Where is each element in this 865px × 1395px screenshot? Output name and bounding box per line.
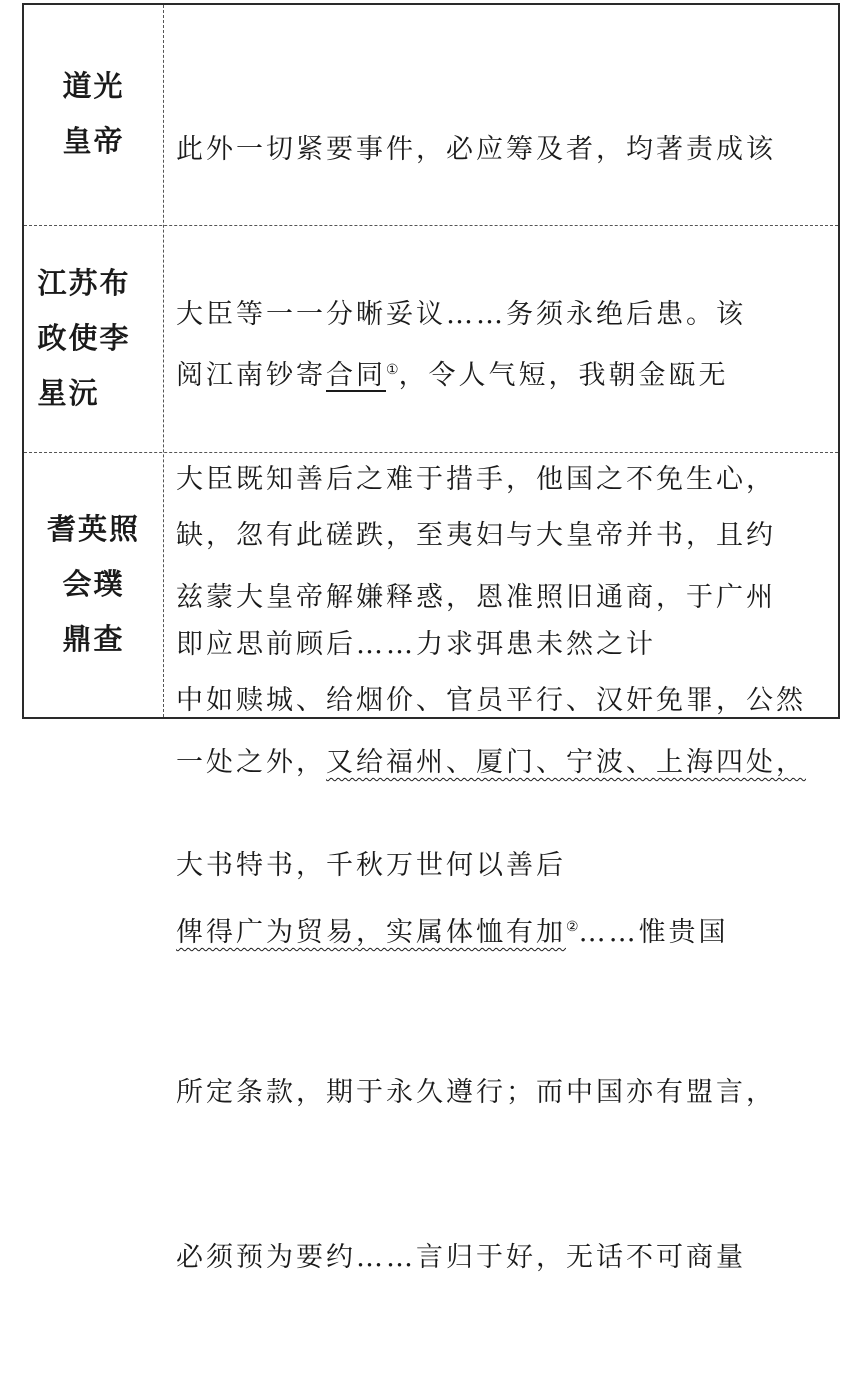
underlined-term: 合同 xyxy=(326,360,386,391)
speaker-name-line: 鼎查 xyxy=(62,621,125,656)
speaker-name xyxy=(59,60,129,170)
speaker-name-line: 江苏布 xyxy=(37,265,131,300)
quote-line: 即应思前顾后……力求弭患未然之计 xyxy=(176,629,656,660)
speaker-name-line: 皇帝 xyxy=(62,124,125,158)
quote-line: 大书特书，千秋万世何以善后 xyxy=(176,850,566,881)
speaker-name-line: 星沅 xyxy=(37,375,100,410)
quote-line: 兹蒙大皇帝解嫌释惑，恩准照旧通商，于广州 xyxy=(176,582,776,613)
speaker-name xyxy=(44,503,144,668)
quote-line: 大臣既知善后之难于措手，他国之不免生心， xyxy=(176,464,776,495)
speaker-name-line: 耆英照 xyxy=(46,511,140,546)
quote-line xyxy=(176,343,832,398)
speaker-cell xyxy=(24,453,163,717)
quote-line: 中如赎城、给烟价、官员平行、汉奸免罪，公然 xyxy=(176,685,806,716)
speaker-name-line: 会璞 xyxy=(62,566,125,601)
speaker-name-line: 政使李 xyxy=(37,320,131,355)
quote-line: 缺，忽有此磋跌，至夷妇与大皇帝并书，且约 xyxy=(176,520,776,551)
quote-text: 阅江南钞寄 xyxy=(176,360,326,391)
quote-text: ……惟贵国 xyxy=(578,917,729,948)
document-table xyxy=(22,3,840,1273)
speaker-name-line: 道光 xyxy=(62,69,125,103)
quote-line: 所定条款，期于永久遵行；而中国亦有盟言， xyxy=(176,1077,776,1108)
speaker-cell xyxy=(24,5,163,225)
quote-line xyxy=(176,900,832,955)
footnote-marker: ① xyxy=(386,362,399,378)
quote-line: 此外一切紧要事件，必应筹及者，均著责成该 xyxy=(176,134,776,165)
quote-text: 一处之外， xyxy=(176,747,326,778)
quote-line: 大臣等一一分晰妥议……务须永绝后患。该 xyxy=(176,299,746,330)
speaker-name xyxy=(38,257,150,422)
wavy-underlined-text: 俾得广为贸易，实属体恤有加 xyxy=(176,917,566,948)
quote-text: ，令人气短，我朝金瓯无 xyxy=(398,360,729,391)
quote-cell xyxy=(176,460,832,1395)
footnote-marker: ② xyxy=(566,919,579,935)
quote-line: 必须预为要约……言归于好，无话不可商量 xyxy=(176,1242,746,1273)
speaker-cell xyxy=(24,226,163,452)
quote-line xyxy=(176,735,832,790)
wavy-underlined-text: 又给福州、厦门、宁波、上海四处， xyxy=(326,747,806,778)
